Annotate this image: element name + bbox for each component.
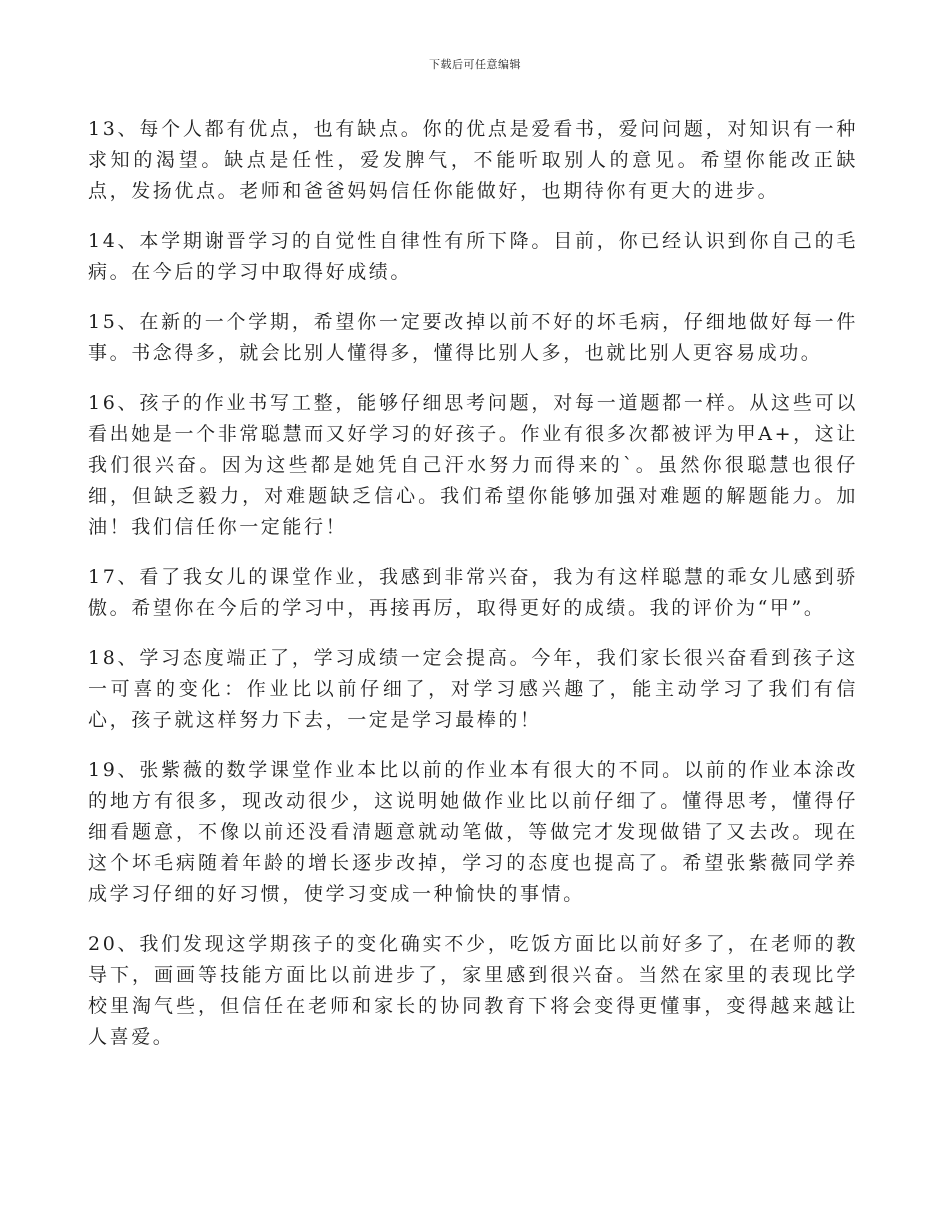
comment-paragraph-20: 20、我们发现这学期孩子的变化确实不少，吃饭方面比以前好多了，在老师的教导下，画画等技能方面比以前进步了，家里感到很兴奋。当然在家里的表现比学校里淘气些，但信任在老师和家长的协同教育下将会变得更懂事，变得越来越让人喜爱。	[88, 933, 858, 1048]
document-body	[88, 114, 858, 1072]
comment-paragraph-15: 15、在新的一个学期，希望你一定要改掉以前不好的坏毛病，仔细地做好每一件事。书念得多，就会比别人懂得多，懂得比别人多，也就比别人更容易成功。	[88, 311, 858, 364]
page-header: 下载后可任意编辑	[429, 58, 521, 71]
comment-paragraph-13: 13、每个人都有优点，也有缺点。你的优点是爱看书，爱问问题，对知识有一种求知的渴望。缺点是任性，爱发脾气，不能听取别人的意见。希望你能改正缺点，发扬优点。老师和爸爸妈妈信任你能做好，也期待你有更大的进步。	[88, 118, 858, 202]
comment-paragraph-17: 17、看了我女儿的课堂作业，我感到非常兴奋，我为有这样聪慧的乖女儿感到骄傲。希望你在今后的学习中，再接再厉，取得更好的成绩。我的评价为“甲”。	[88, 566, 858, 619]
comment-paragraph-14: 14、本学期谢晋学习的自觉性自律性有所下降。目前，你已经认识到你自己的毛病。在今后的学习中取得好成绩。	[88, 230, 858, 283]
comment-paragraph-16: 16、孩子的作业书写工整，能够仔细思考问题，对每一道题都一样。从这些可以看出她是一个非常聪慧而又好学习的好孩子。作业有很多次都被评为甲A+，这让我们很兴奋。因为这些都是她凭自己汗水努力而得来的`。虽然你很聪慧也很仔细，但缺乏毅力，对难题缺乏信心。我们希望你能够加强对难题的解题能力。加油！我们信任你一定能行！	[88, 392, 858, 538]
comment-paragraph-19: 19、张紫薇的数学课堂作业本比以前的作业本有很大的不同。以前的作业本涂改的地方有很多，现改动很少，这说明她做作业比以前仔细了。懂得思考，懂得仔细看题意，不像以前还没看清题意就动笔做，等做完才发现做错了又去改。现在这个坏毛病随着年龄的增长逐步改掉，学习的态度也提高了。希望张紫薇同学养成学习仔细的好习惯，使学习变成一种愉快的事情。	[88, 759, 858, 905]
comment-paragraph-18: 18、学习态度端正了，学习成绩一定会提高。今年，我们家长很兴奋看到孩子这一可喜的变化：作业比以前仔细了，对学习感兴趣了，能主动学习了我们有信心，孩子就这样努力下去，一定是学习最棒的！	[88, 647, 858, 731]
